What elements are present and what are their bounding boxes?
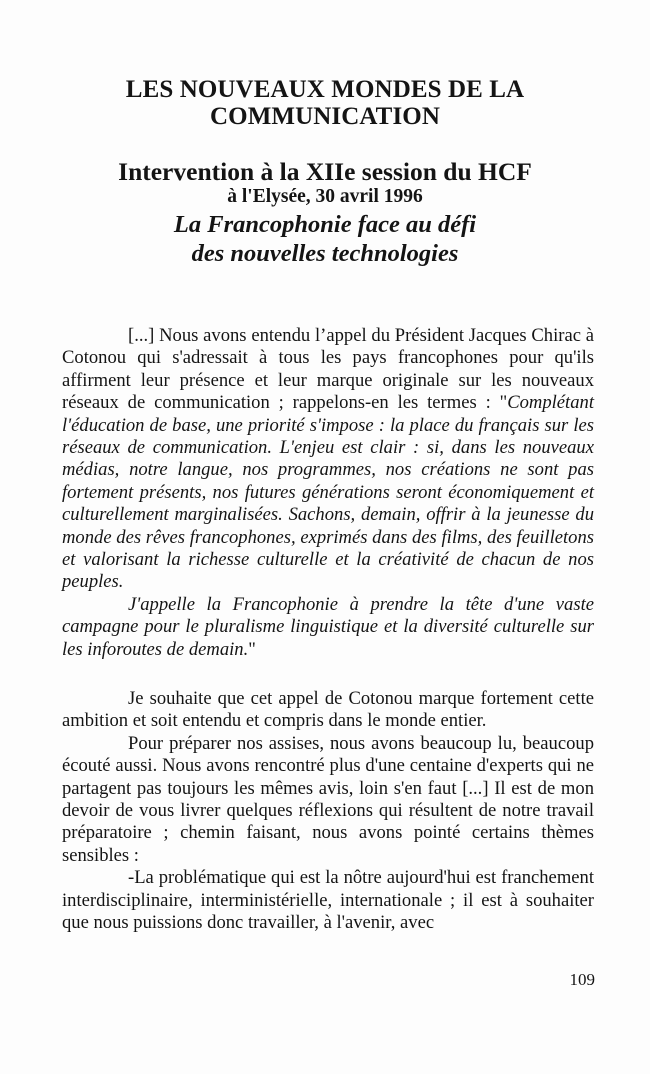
paragraph-cotonou-appeal	[62, 325, 594, 594]
body-text-section-1	[62, 325, 594, 661]
chapter-title	[0, 76, 650, 130]
paragraph-ambition: Je souhaite que cet appel de Cotonou marque fortement cette ambition et soit entendu et compris dans le monde entier.	[62, 688, 594, 732]
quotation-text: Complétant l'éducation de base, une priorité s'impose : la place du français sur les réseaux de communication. L'enjeu est clair : si, dans les nouveaux médias, notre langue, nos programmes, nos créations ne sont pas fortement présents, nos futures générations seront économiquement et culturellement marginalisées. Sachons, demain, offrir à la jeunesse du monde des rêves francophones, exprimés dans des films, des feuilletons et valorisant la richesse culturelle et la créativité de chacun de nos peuples.	[62, 392, 594, 593]
body-text-section-2	[62, 688, 594, 934]
paragraph-problematique: -La problématique qui est la nôtre aujourd'hui est franchement interdisciplinaire, interministérielle, internationale ; il est à souhaiter que nous puissions donc travailler, à l'avenir, avec	[62, 867, 594, 934]
chapter-title-line-2: COMMUNICATION	[210, 103, 440, 130]
speech-theme	[0, 210, 650, 268]
closing-quote-mark: "	[248, 638, 256, 660]
paragraph-preparation: Pour préparer nos assises, nous avons beaucoup lu, beaucoup écouté aussi. Nous avons rencontré plus d'une centaine d'experts qui ne partagent pas toujours les mêmes avis, loin s'en faut [...] Il est de mon devoir de vous livrer quelques réflexions qui résultent de notre travail préparatoire ; chemin faisant, nous avons pointé certains thèmes sensibles :	[62, 732, 594, 866]
speech-venue-date: à l'Elysée, 30 avril 1996	[227, 186, 423, 207]
paragraph-quote-continuation	[62, 594, 594, 661]
speech-subtitle: Intervention à la XIIe session du HCF	[118, 157, 532, 186]
chapter-title-line-1: LES NOUVEAUX MONDES DE LA	[125, 76, 525, 103]
speech-theme-line-2: des nouvelles technologies	[191, 240, 459, 267]
page-number: 109	[569, 970, 595, 989]
quotation-text: J'appelle la Francophonie à prendre la tête d'une vaste campagne pour le pluralisme linguistique et la diversité culturelle sur les inforoutes de demain.	[62, 593, 594, 660]
paragraph-intro-text: [...] Nous avons entendu l’appel du Président Jacques Chirac à Cotonou qui s'adressait à tous les pays francophones pour qu'ils affirment leur présence et leur marque originale sur les nouveaux réseaux de communication ; rappelons-en les termes : "	[62, 325, 594, 414]
speech-theme-line-1: La Francophonie face au défi	[173, 211, 477, 238]
